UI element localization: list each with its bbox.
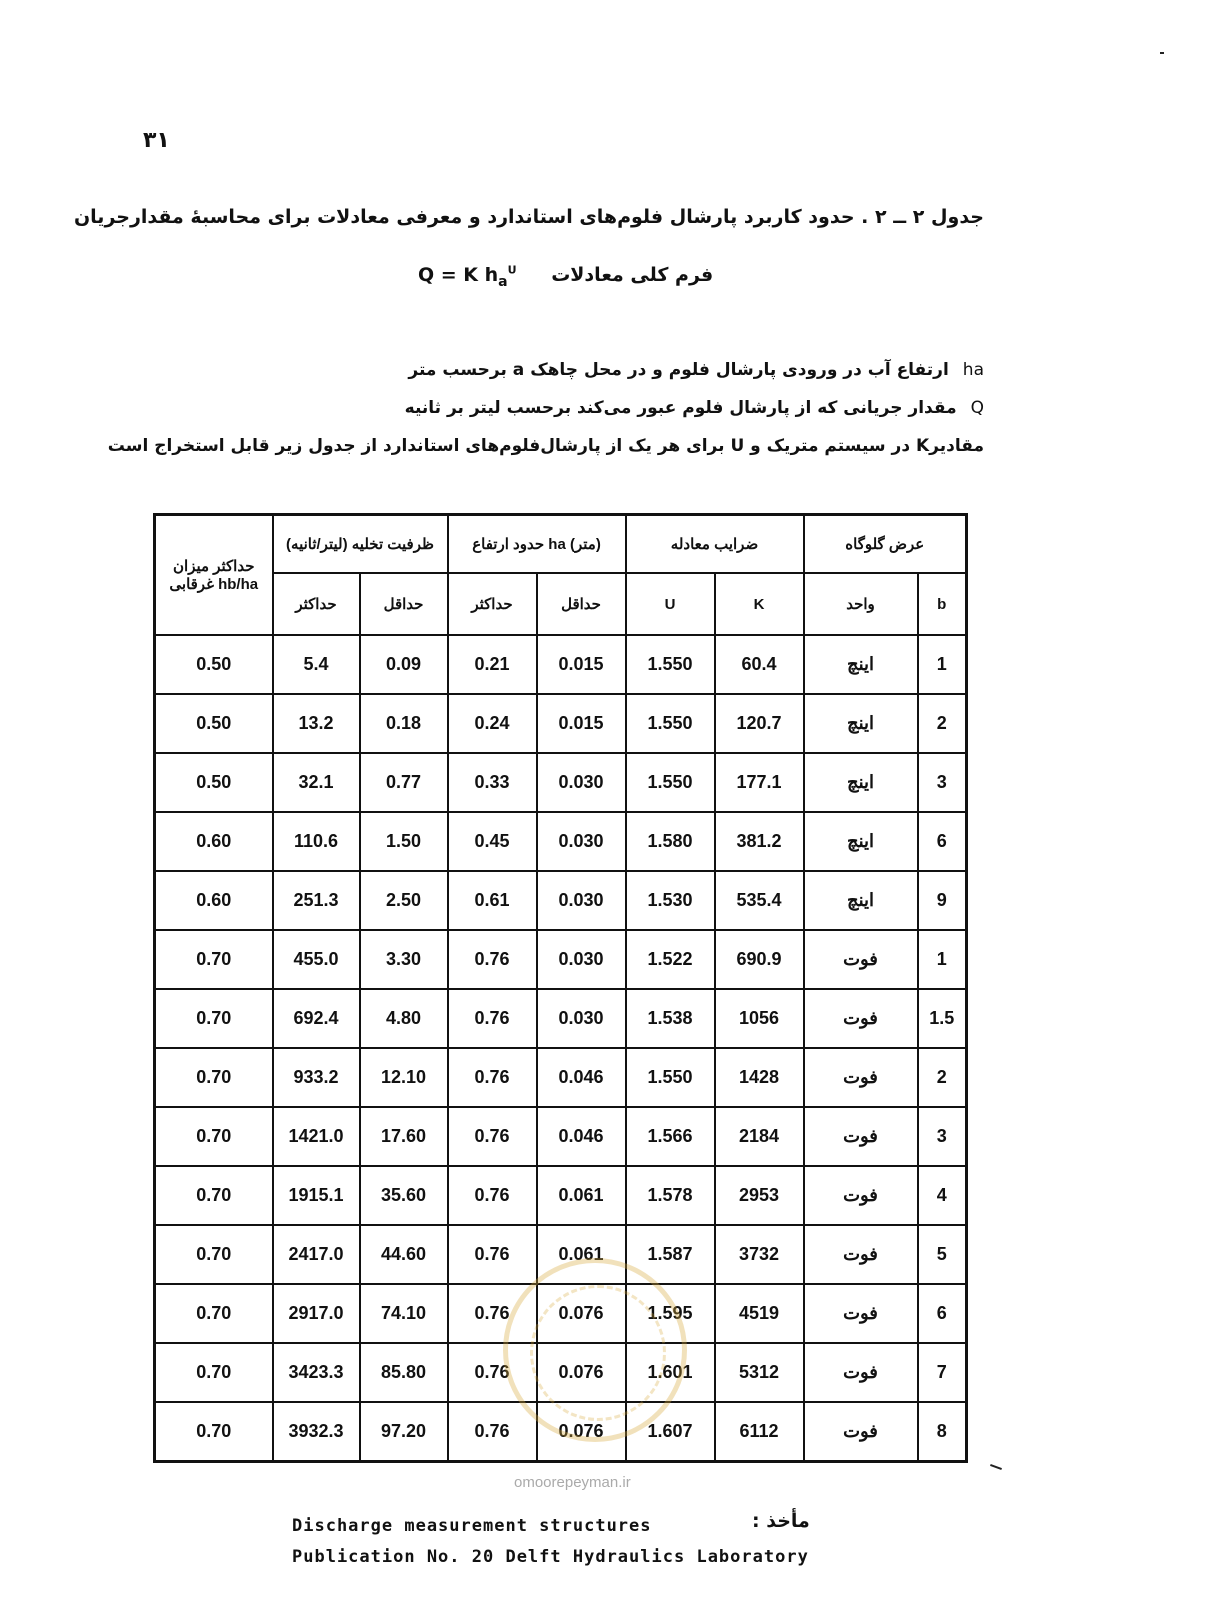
watermark-url: omoorepeyman.ir xyxy=(514,1474,631,1491)
header-head-limits: حدود ارتفاع ha (متر) xyxy=(448,515,626,574)
cell-u: 1.530 xyxy=(626,871,715,930)
cell-u: 1.550 xyxy=(626,1048,715,1107)
cell-b: 5 xyxy=(918,1225,967,1284)
cell-sub: 0.70 xyxy=(155,930,273,989)
cell-head-max: 0.76 xyxy=(448,1048,537,1107)
table-row xyxy=(155,930,967,989)
cell-head-min: 0.046 xyxy=(537,1048,626,1107)
cell-u: 1.538 xyxy=(626,989,715,1048)
table-row xyxy=(155,753,967,812)
cell-q-min: 0.77 xyxy=(360,753,448,812)
header-head-min: حداقل xyxy=(537,573,626,635)
cell-head-min: 0.015 xyxy=(537,694,626,753)
cell-sub: 0.50 xyxy=(155,635,273,694)
table-row xyxy=(155,812,967,871)
cell-k: 5312 xyxy=(715,1343,804,1402)
cell-b: 2 xyxy=(918,694,967,753)
cell-k: 535.4 xyxy=(715,871,804,930)
cell-head-min: 0.030 xyxy=(537,812,626,871)
cell-q-min: 12.10 xyxy=(360,1048,448,1107)
cell-b: 3 xyxy=(918,753,967,812)
cell-head-max: 0.76 xyxy=(448,1225,537,1284)
cell-k: 381.2 xyxy=(715,812,804,871)
cell-head-min: 0.030 xyxy=(537,930,626,989)
cell-u: 1.601 xyxy=(626,1343,715,1402)
header-coefficients: ضرایب معادله xyxy=(626,515,804,574)
table-row xyxy=(155,1107,967,1166)
definition-symbol: ha xyxy=(962,360,984,380)
cell-head-min: 0.061 xyxy=(537,1225,626,1284)
cell-u: 1.578 xyxy=(626,1166,715,1225)
cell-b: 1 xyxy=(918,635,967,694)
cell-head-max: 0.21 xyxy=(448,635,537,694)
cell-u: 1.566 xyxy=(626,1107,715,1166)
cell-q-min: 4.80 xyxy=(360,989,448,1048)
cell-q-max: 2917.0 xyxy=(273,1284,360,1343)
cell-q-max: 13.2 xyxy=(273,694,360,753)
cell-q-min: 3.30 xyxy=(360,930,448,989)
table-row xyxy=(155,635,967,694)
cell-head-min: 0.030 xyxy=(537,753,626,812)
formula-label: فرم کلی معادلات xyxy=(551,264,714,287)
definition-ha xyxy=(408,360,984,380)
scan-mark xyxy=(1160,52,1164,54)
cell-head-max: 0.33 xyxy=(448,753,537,812)
definition-symbol: Q xyxy=(970,398,984,418)
header-q-min: حداقل xyxy=(360,573,448,635)
cell-unit: فوت xyxy=(804,1107,918,1166)
source-line-1: Discharge measurement structures xyxy=(292,1516,652,1536)
cell-q-min: 74.10 xyxy=(360,1284,448,1343)
source-label: مأخذ : xyxy=(752,1510,810,1532)
header-unit: واحد xyxy=(804,573,918,635)
cell-k: 4519 xyxy=(715,1284,804,1343)
cell-q-max: 5.4 xyxy=(273,635,360,694)
definition-text: ارتفاع آب در ورودی پارشال فلوم و در محل چاهک a برحسب متر xyxy=(408,360,949,380)
table-row xyxy=(155,989,967,1048)
definition-text: مقادیرK در سیستم متریک و U برای هر یک از پارشال‌فلوم‌های استاندارد از جدول زیر قابل استخراج است xyxy=(107,436,984,456)
table-row xyxy=(155,1048,967,1107)
cell-sub: 0.70 xyxy=(155,1343,273,1402)
cell-b: 2 xyxy=(918,1048,967,1107)
table-row xyxy=(155,871,967,930)
cell-q-min: 17.60 xyxy=(360,1107,448,1166)
cell-u: 1.587 xyxy=(626,1225,715,1284)
cell-unit: اینچ xyxy=(804,753,918,812)
cell-q-min: 85.80 xyxy=(360,1343,448,1402)
cell-head-max: 0.76 xyxy=(448,1284,537,1343)
cell-unit: فوت xyxy=(804,1343,918,1402)
cell-b: 1.5 xyxy=(918,989,967,1048)
cell-head-max: 0.61 xyxy=(448,871,537,930)
cell-sub: 0.60 xyxy=(155,812,273,871)
cell-unit: فوت xyxy=(804,1048,918,1107)
cell-q-max: 2417.0 xyxy=(273,1225,360,1284)
cell-u: 1.550 xyxy=(626,635,715,694)
cell-q-min: 1.50 xyxy=(360,812,448,871)
cell-k: 6112 xyxy=(715,1402,804,1462)
definition-q xyxy=(405,398,984,418)
formula-sup: U xyxy=(507,264,517,277)
cell-u: 1.595 xyxy=(626,1284,715,1343)
cell-q-max: 1421.0 xyxy=(273,1107,360,1166)
cell-unit: اینچ xyxy=(804,694,918,753)
cell-u: 1.550 xyxy=(626,753,715,812)
cell-unit: اینچ xyxy=(804,812,918,871)
cell-unit: اینچ xyxy=(804,871,918,930)
cell-b: 3 xyxy=(918,1107,967,1166)
cell-head-min: 0.076 xyxy=(537,1284,626,1343)
cell-q-min: 0.09 xyxy=(360,635,448,694)
formula-lhs: Q = K h xyxy=(418,264,499,287)
source-line-2: Publication No. 20 Delft Hydraulics Laboratory xyxy=(292,1547,809,1567)
scan-mark xyxy=(990,1464,1002,1470)
cell-unit: فوت xyxy=(804,989,918,1048)
general-formula xyxy=(418,264,713,290)
cell-head-max: 0.76 xyxy=(448,1166,537,1225)
cell-u: 1.522 xyxy=(626,930,715,989)
formula xyxy=(418,264,517,291)
formula-sub: a xyxy=(498,274,508,291)
cell-b: 6 xyxy=(918,812,967,871)
cell-sub: 0.60 xyxy=(155,871,273,930)
cell-b: 7 xyxy=(918,1343,967,1402)
cell-u: 1.580 xyxy=(626,812,715,871)
cell-unit: فوت xyxy=(804,1166,918,1225)
cell-q-max: 3423.3 xyxy=(273,1343,360,1402)
cell-unit: اینچ xyxy=(804,635,918,694)
cell-head-min: 0.030 xyxy=(537,989,626,1048)
cell-head-max: 0.76 xyxy=(448,1107,537,1166)
cell-sub: 0.50 xyxy=(155,753,273,812)
cell-b: 8 xyxy=(918,1402,967,1462)
cell-sub: 0.70 xyxy=(155,1166,273,1225)
page-number: ۳۱ xyxy=(143,128,170,153)
header-head-max: حداکثر xyxy=(448,573,537,635)
cell-k: 2953 xyxy=(715,1166,804,1225)
header-u: U xyxy=(626,573,715,635)
cell-sub: 0.70 xyxy=(155,1402,273,1462)
header-q-max: حداکثر xyxy=(273,573,360,635)
cell-head-max: 0.76 xyxy=(448,989,537,1048)
cell-q-max: 1915.1 xyxy=(273,1166,360,1225)
cell-u: 1.607 xyxy=(626,1402,715,1462)
cell-q-max: 3932.3 xyxy=(273,1402,360,1462)
cell-k: 1428 xyxy=(715,1048,804,1107)
table-caption: جدول ۲ ــ ۲ . حدود کاربرد پارشال فلوم‌های استاندارد و معرفی معادلات برای محاسبهٔ مقدارجریان xyxy=(73,206,984,228)
cell-sub: 0.50 xyxy=(155,694,273,753)
cell-q-min: 44.60 xyxy=(360,1225,448,1284)
cell-unit: فوت xyxy=(804,1402,918,1462)
cell-u: 1.550 xyxy=(626,694,715,753)
cell-b: 4 xyxy=(918,1166,967,1225)
cell-head-max: 0.45 xyxy=(448,812,537,871)
cell-head-min: 0.076 xyxy=(537,1402,626,1462)
cell-sub: 0.70 xyxy=(155,1225,273,1284)
cell-head-max: 0.24 xyxy=(448,694,537,753)
cell-k: 1056 xyxy=(715,989,804,1048)
header-b: b xyxy=(918,573,967,635)
cell-sub: 0.70 xyxy=(155,1284,273,1343)
cell-head-max: 0.76 xyxy=(448,930,537,989)
cell-sub: 0.70 xyxy=(155,1048,273,1107)
cell-head-min: 0.076 xyxy=(537,1343,626,1402)
cell-head-max: 0.76 xyxy=(448,1343,537,1402)
header-k: K xyxy=(715,573,804,635)
cell-unit: فوت xyxy=(804,1225,918,1284)
cell-q-min: 2.50 xyxy=(360,871,448,930)
cell-head-min: 0.061 xyxy=(537,1166,626,1225)
cell-b: 9 xyxy=(918,871,967,930)
cell-b: 6 xyxy=(918,1284,967,1343)
header-throat-width: عرض گلوگاه xyxy=(804,515,967,574)
cell-q-max: 251.3 xyxy=(273,871,360,930)
cell-k: 3732 xyxy=(715,1225,804,1284)
cell-k: 177.1 xyxy=(715,753,804,812)
cell-sub: 0.70 xyxy=(155,989,273,1048)
cell-q-min: 97.20 xyxy=(360,1402,448,1462)
table-row xyxy=(155,1166,967,1225)
cell-b: 1 xyxy=(918,930,967,989)
cell-head-min: 0.046 xyxy=(537,1107,626,1166)
cell-head-max: 0.76 xyxy=(448,1402,537,1462)
cell-q-min: 0.18 xyxy=(360,694,448,753)
cell-unit: فوت xyxy=(804,1284,918,1343)
definition-k-u xyxy=(108,436,984,456)
cell-q-max: 933.2 xyxy=(273,1048,360,1107)
cell-k: 60.4 xyxy=(715,635,804,694)
cell-head-min: 0.015 xyxy=(537,635,626,694)
cell-q-max: 32.1 xyxy=(273,753,360,812)
watermark-seal xyxy=(503,1258,687,1442)
cell-head-min: 0.030 xyxy=(537,871,626,930)
cell-q-max: 692.4 xyxy=(273,989,360,1048)
cell-k: 2184 xyxy=(715,1107,804,1166)
table-row xyxy=(155,694,967,753)
cell-k: 690.9 xyxy=(715,930,804,989)
cell-k: 120.7 xyxy=(715,694,804,753)
cell-q-max: 110.6 xyxy=(273,812,360,871)
cell-sub: 0.70 xyxy=(155,1107,273,1166)
header-discharge-capacity: ظرفیت تخلیه (لیتر/ثانیه) xyxy=(273,515,448,574)
cell-q-max: 455.0 xyxy=(273,930,360,989)
header-max-submergence: حداکثر میزان غرقابی hb/ha xyxy=(155,515,273,636)
definition-text: مقدار جریانی که از پارشال فلوم عبور می‌کند برحسب لیتر بر ثانیه xyxy=(404,398,957,418)
cell-unit: فوت xyxy=(804,930,918,989)
cell-q-min: 35.60 xyxy=(360,1166,448,1225)
